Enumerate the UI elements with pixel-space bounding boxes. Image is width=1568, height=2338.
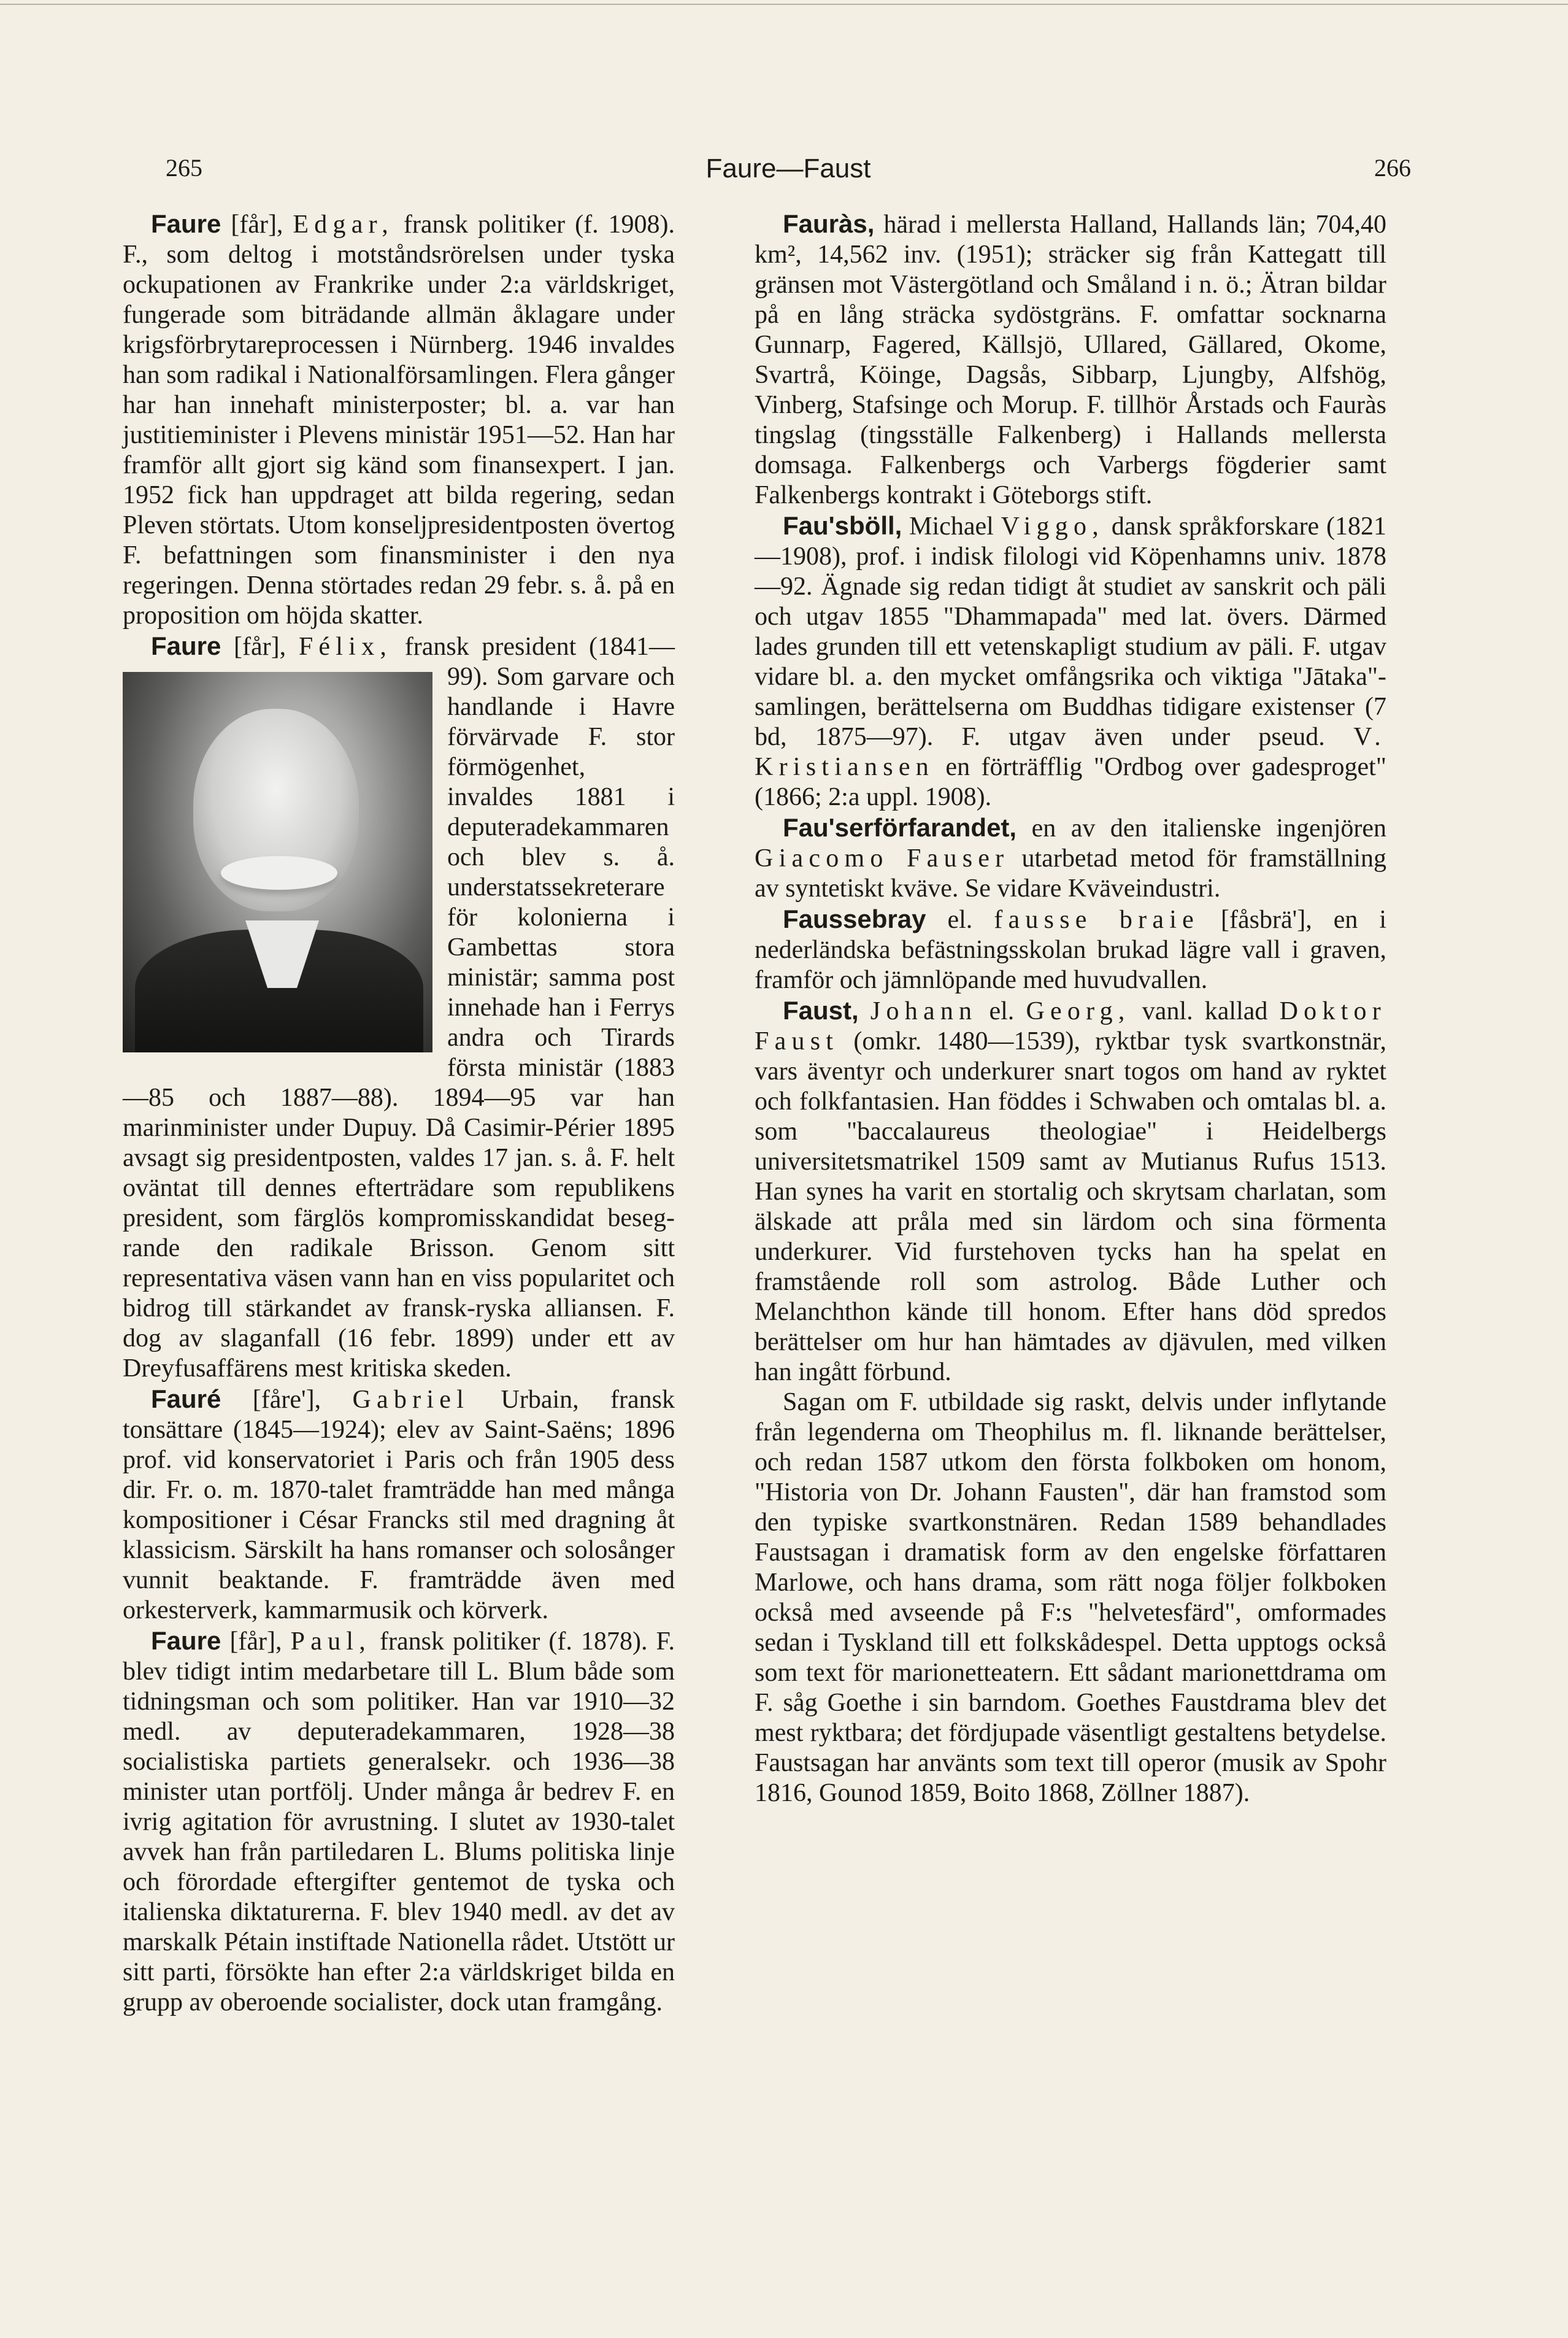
entry-given-name-alt: Georg,	[1026, 997, 1131, 1025]
entry-body-continued: (omkr. 1480—1539), ryktbar tysk svartkonstnär, vars äventyr och underkurer snart togos om hand av ryktet och folkfantasien. Han föddes i Schwaben och omtalas bl. a. som "baccalaureus theologiae" i Heidelbergs universitetsmatrikel 1509 samt av Mutianus Rufus 1513. Han synes ha varit en stortalig och skrytsam charlatan, som älskade att pråla med sin lärdom och sina förmenta underkurer. Vid furstehoven tycks han ha spelat en framstående roll som astrolog. Både Luther och Melanchthon kände till honom. Efter hans död spredos berättelser om hur han hämtades av djävulen, med vilken han ingått förbund.	[755, 1027, 1386, 1386]
entry-faust-paragraph-2: Sagan om F. utbildade sig raskt, delvis under inflytande från legenderna om Theophilus m. fl. liknande berättelser, och redan 1587 utkom den första folkboken om honom, "Historia von Dr. Johann Fausten", där han framstod som den typiske svartkonstnären. Redan 1589 behandlades Faustsagan i dramatisk form av den engelske författaren Marlowe, och hans drama, som rätt noga följer folkboken också med avseende på F:s "helvetesfärd", omformades sedan i Tyskland till ett folkskådespel. Detta upptogs också som text för marionetteatern. Ett sådant marionettdrama om F. såg Goethe i sin barndom. Goethes Faustdrama blev det mest ryktbara; det fördjupade väsentligt gestaltens betydelse. Faustsagan har använts som text till operor (musik av Spohr 1816, Gounod 1859, Boito 1868, Zöllner 1887).	[755, 1388, 1386, 1807]
entry-headword: Fauràs,	[783, 209, 875, 238]
entry-body: Urbain, fransk tonsättare (1845—1924); elev av Saint-Saëns; 1896 prof. vid konservatoriet i Paris och från 1905 dess dir. Fr. o. m. 1870-talet framträdde han med många kompositioner i César Francks stil med dragning åt klassicism. Särskilt ha hans romanser och solosånger vunnit beaktande. F. framträdde även med orkesterverk, kammarmusik och körverk.	[123, 1386, 675, 1624]
entry-faure-gabriel	[123, 1384, 675, 1626]
entry-term: fausse braie	[994, 906, 1200, 934]
entry-headword: Faussebray	[783, 905, 926, 933]
entry-given-name: Paul,	[290, 1627, 371, 1656]
entry-faure-felix	[123, 631, 675, 1384]
portrait-photo-felix-faure	[123, 672, 432, 1052]
entry-pronunciation: [får],	[231, 210, 283, 239]
entry-headword: Faure	[151, 631, 221, 660]
entry-body-continued: utarbetad metod för framställning av syntetiskt kväve. Se vidare Kväveindustri.	[755, 844, 1386, 903]
entry-pronunciation: [får],	[234, 633, 286, 661]
entry-fauserforfarandet	[755, 812, 1386, 904]
entry-body: fransk politiker (f. 1878). F. blev tidigt intim medarbetare till L. Blum både som tidningsman och som politiker. Han var 1910—32 medl. av deputeradekammaren, 1928—38 socialistiska partiets generalsekr. och 1936—38 minister utan portfölj. Under många år bedrev F. en ivrig agitation för avrustning. I slutet av 1930-talet avvek han från partiledaren L. Blums politiska linje och förordade eftergifter gentemot de tyska och italienska diktaturerna. F. blev 1940 medl. av det av marskalk Pétain instiftade Nationella rådet. Utstött ur sitt parti, försökte han efter 2:a världskriget bilda en grupp av oberoende socialister, dock utan framgång.	[123, 1627, 675, 2016]
entry-connector: el.	[977, 997, 1026, 1025]
entry-pronunciation: [fåre'],	[252, 1386, 321, 1414]
entry-fauras	[755, 209, 1386, 511]
entry-alias: Doktor Faust	[755, 997, 1387, 1055]
entry-headword: Faure	[151, 1626, 221, 1655]
entry-pseudonym: V. Kristiansen	[755, 723, 1386, 781]
entry-body: dansk språkforskare (1821—1908), prof. i indisk filologi vid Köpenhamns univ. 1878—92. Ägnade sig redan tidigt åt studiet av sanskrit och päli och utgav 1855 "Dhammapada" med lat. övers. Därmed lades grunden till ett vetenskapligt studium av päli. F. utgav vidare bl. a. den mycket omfångsrika och viktiga "Jātaka"-samlingen, berättelserna om Buddhas tidigare existenser (7 bd, 1875—97). F. utgav även under pseud.	[755, 512, 1386, 751]
entry-headword: Faure	[151, 209, 221, 238]
entry-body: en av den italienske ingenjören	[1017, 814, 1386, 843]
entry-body: fransk president (1841—99). Som garvare och handlande i Havre förvärvade F. stor förmögenhet, invaldes 1881 i deputeradekammaren och blev s. å. understatssekreterare för kolonierna i Gambettas stora ministär; samma post innehade han i Ferrys andra och Tirards första ministär (1883—85 och 1887—88). 1894—95 var han marinminister under Dupuy. Då Casimir-Périer 1895 avsagt sig presidentposten, valdes 17 jan. s. å. F. helt oväntat till dennes efterträdare som republikens president, som färglös kompromisskandidat beseg-rande den radikale Brisson. Genom sitt representativa väsen vann han en viss popularitet och bidrog till stärkandet av fransk-ryska alliansen. F. dog av slaganfall (16 febr. 1899) under ett av Dreyfusaffärens mest kritiska skeden.	[123, 633, 675, 1383]
entry-faussebray	[755, 904, 1386, 995]
portrait-moustache	[221, 856, 337, 890]
entry-faure-edgar	[123, 209, 675, 631]
page-number-right: 266	[1374, 154, 1411, 182]
entry-given-name: Félix,	[298, 633, 393, 661]
entry-headword: Faust,	[783, 996, 859, 1025]
entry-body-continued: en förträfflig "Ordbog over gadesproget" (1866; 2:a uppl. 1908).	[755, 753, 1386, 811]
entry-headword: Fauré	[151, 1384, 221, 1413]
entry-pronunciation: [får],	[229, 1627, 282, 1656]
entry-given-name: Johann	[870, 997, 978, 1025]
entry-given-name: Viggo,	[1001, 512, 1105, 541]
entry-headword: Fau'serförfarandet,	[783, 813, 1017, 842]
top-border-line	[0, 4, 1568, 5]
entry-body: el.	[926, 906, 994, 934]
entry-name: Michael	[902, 512, 1001, 541]
entry-body-continued: [fåsbrä'], en i nederländska befästningsskolan brukad lägre vall i graven, framför och jämnlöpande med huvudvallen.	[755, 906, 1387, 994]
left-column	[123, 209, 675, 2018]
entry-fausboll	[755, 511, 1386, 812]
entry-headword: Fau'sböll,	[783, 511, 902, 540]
entry-body: härad i mellersta Halland, Hallands län; 704,40 km², 14,562 inv. (1951); sträcker sig från Kattegatt till gränsen mot Västergötland och Småland i n. ö.; Ätran bildar på en lång sträcka sydöstgräns. F. omfattar socknarna Gunnarp, Fagered, Källsjö, Ullared, Gällared, Okome, Svartrå, Köinge, Dagsås, Sibbarp, Ljungby, Alfshög, Vinberg, Stafsinge och Morup. F. tillhör Årstads och Fauràs tingslag (tingsställe Falkenberg) i Hallands mellersta domsaga. Falkenbergs och Varbergs fögderier samt Falkenbergs kontrakt i Göteborgs stift.	[755, 210, 1386, 509]
entry-body: vanl. kallad	[1130, 997, 1280, 1025]
running-title: Faure—Faust	[705, 153, 871, 183]
entry-given-name: Edgar,	[293, 210, 394, 239]
entry-body: fransk politiker (f. 1908). F., som deltog i motståndsrörelsen under tyska ockupationen av Frankrike under 2:a världskriget, fungerade som biträdande allmän åklagare under krigsförbrytareprocessen i Nürnberg. 1946 invaldes han som radikal i Nationalförsamlingen. Flera gånger har han innehaft ministerposter; bl. a. var han justitieminister i Plevens ministär 1951—52. Han har framför allt gjort sig känd som finansexpert. I jan. 1952 fick han uppdraget att bilda regering, sedan Pleven störtats. Utom konseljpresidentposten övertog F. befattningen som finansminister i den nya regeringen. Denna störtades redan 29 febr. s. å. på en proposition om höjda skatter.	[123, 210, 675, 630]
entry-faure-paul	[123, 1626, 675, 2018]
page-number-left: 265	[166, 154, 202, 182]
entry-faust	[755, 995, 1386, 1387]
entry-given-name: Gabriel	[352, 1386, 470, 1414]
entry-inventor-name: Giacomo Fauser	[755, 844, 1010, 873]
page-header	[166, 153, 1411, 190]
right-column	[755, 209, 1386, 1808]
